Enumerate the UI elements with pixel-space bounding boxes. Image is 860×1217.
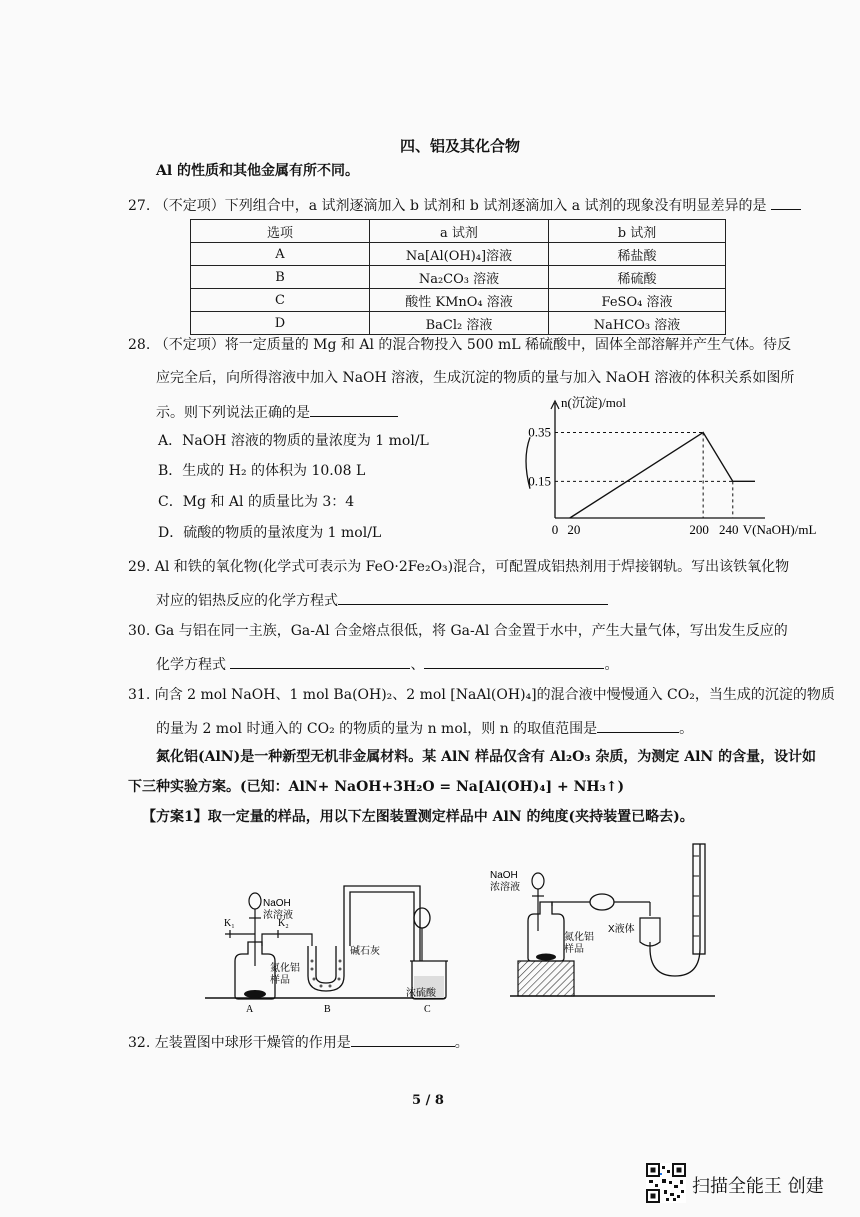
question-32 <box>128 1032 469 1052</box>
question-text: 左装置图中球形干燥管的作用是 <box>154 1035 351 1051</box>
table-cell: BaCl₂ 溶液 <box>370 312 549 335</box>
question-text-line-2: 应完全后，向所得溶液中加入 NaOH 溶液，生成沉淀的物质的量与加入 NaOH 溶液的体积关系如图所 <box>156 370 795 386</box>
question-number: 32. <box>128 1035 151 1051</box>
label-c: C <box>424 1004 431 1015</box>
y-tick-label: 0.35 <box>528 424 551 440</box>
question-30 <box>128 622 788 640</box>
answer-blank[interactable] <box>351 1032 455 1047</box>
x-axis-label: V(NaOH)/mL <box>742 522 817 537</box>
section-title: 四、铝及其化合物 <box>400 137 521 155</box>
table-row <box>191 289 726 312</box>
period: 。 <box>454 1035 469 1051</box>
option-a: A．NaOH 溶液的物质的量浓度为 1 mol/L <box>158 433 429 449</box>
answer-blank-2[interactable] <box>424 654 604 669</box>
reaction-flask <box>528 902 564 961</box>
period: 。 <box>679 721 694 737</box>
table-cell: Na₂CO₃ 溶液 <box>370 266 549 289</box>
option-d: D．硫酸的物质的量浓度为 1 mol/L <box>158 525 382 541</box>
y-axis-label: n(沉淀)/mol <box>561 395 626 410</box>
table-cell: B <box>191 266 370 289</box>
option-c: C．Mg 和 Al 的质量比为 3：4 <box>158 494 355 510</box>
label-sample-2: 样品 <box>564 944 584 955</box>
question-29 <box>128 558 789 576</box>
question-number: 30. <box>128 623 151 639</box>
question-number: 29. <box>128 559 151 575</box>
answer-blank[interactable] <box>338 590 608 605</box>
option-b: B．生成的 H₂ 的体积为 10.08 L <box>158 463 366 479</box>
table-cell: 酸性 KMnO₄ 溶液 <box>370 289 549 312</box>
label-soda-lime: 碱石灰 <box>350 946 380 957</box>
plan-1: 【方案1】取一定量的样品，用以下左图装置测定样品中 AlN 的纯度(夹持装置已略去)。 <box>142 809 694 825</box>
header-cell: 选项 <box>191 220 370 243</box>
label-naoh: NaOH <box>490 870 518 881</box>
answer-blank-1[interactable] <box>230 654 410 669</box>
drying-bulb <box>414 908 430 928</box>
options-table <box>190 219 726 335</box>
question-number: 27. <box>128 198 151 214</box>
scanner-watermark: 扫描全能王 创建 <box>692 1176 824 1197</box>
label-acid: 浓硫酸 <box>406 988 436 999</box>
question-number: 28. <box>128 337 151 353</box>
separatory-funnel <box>532 873 544 889</box>
section-intro: Al 的性质和其他金属有所不同。 <box>156 163 360 179</box>
answer-blank[interactable] <box>771 195 801 210</box>
question-27 <box>128 195 801 215</box>
period: 。 <box>604 657 619 673</box>
data-line <box>570 432 755 518</box>
table-cell: D <box>191 312 370 335</box>
question-prompt: 对应的铝热反应的化学方程式 <box>156 593 338 609</box>
table-cell: Na[Al(OH)₄]溶液 <box>370 243 549 266</box>
question-31 <box>128 686 835 704</box>
precipitate-chart <box>500 395 817 540</box>
sample-solid <box>536 954 556 961</box>
x-tick-label: 0 <box>551 522 559 537</box>
answer-blank[interactable] <box>310 402 398 417</box>
y-tick-label: 0.15 <box>528 473 551 489</box>
table-cell: FeSO₄ 溶液 <box>549 289 726 312</box>
label-sample-2: 样品 <box>270 975 290 986</box>
heating-block <box>518 961 574 996</box>
x-liquid-vessel <box>640 918 660 946</box>
question-text-line-2 <box>156 718 693 738</box>
apparatus-right <box>490 836 730 1002</box>
x-tick-label: 200 <box>689 522 709 537</box>
aln-intro-line-2: 下三种实验方案。(已知：AlN+ NaOH+3H₂O = Na[Al(OH)₄] + NH₃↑) <box>128 779 625 795</box>
label-naoh-conc: 浓溶液 <box>490 882 520 893</box>
label-naoh-conc: 浓溶液 <box>263 910 293 921</box>
label-a: A <box>246 1004 254 1015</box>
question-prompt: 化学方程式 <box>156 657 226 673</box>
label-sample-1: 氮化铝 <box>564 932 594 943</box>
question-text-line-1: Al 和铁的氧化物(化学式可表示为 FeO·2Fe₂O₃)混合，可配置成铝热剂用于焊接钢轨。写出该铁氧化物 <box>154 559 790 575</box>
label-b: B <box>324 1004 331 1015</box>
question-text-line-2 <box>156 654 618 674</box>
question-text-line-3 <box>156 402 398 422</box>
question-text-line-2 <box>156 590 608 610</box>
aln-intro-line-1: 氮化铝(AlN)是一种新型无机非金属材料。某 AlN 样品仅含有 Al₂O₃ 杂质，为测定 AlN 的含量，设计如 <box>156 749 817 765</box>
question-text: （不定项）下列组合中，a 试剂逐滴加入 b 试剂和 b 试剂逐滴加入 a 试剂的现象没有明显差异的是 <box>154 198 767 214</box>
table-row <box>191 243 726 266</box>
answer-blank[interactable] <box>597 718 679 733</box>
graduated-tube <box>693 844 705 954</box>
header-cell: b 试剂 <box>549 220 726 243</box>
question-prompt: 示。则下列说法正确的是 <box>156 405 310 421</box>
table-cell: A <box>191 243 370 266</box>
label-k2: K₂ <box>278 918 289 929</box>
x-tick-label: 240 <box>719 522 739 537</box>
x-tick-label: 20 <box>567 522 581 537</box>
apparatus-left <box>200 866 450 1016</box>
question-text-line-1: （不定项）将一定质量的 Mg 和 Al 的混合物投入 500 mL 稀硫酸中，固体全部溶解并产生气体。待反 <box>154 337 792 353</box>
label-naoh: NaOH <box>263 898 291 909</box>
question-text-line-1: Ga 与铝在同一主族，Ga-Al 合金熔点很低，将 Ga-Al 合金置于水中，产生大量气体，写出发生反应的 <box>154 623 788 639</box>
table-cell: 稀硫酸 <box>549 266 726 289</box>
label-k1: K₁ <box>224 918 235 929</box>
question-prompt: 的量为 2 mol 时通入的 CO₂ 的物质的量为 n mol，则 n 的取值范围是 <box>156 721 598 737</box>
header-cell: a 试剂 <box>370 220 549 243</box>
question-28 <box>128 336 791 354</box>
drying-tube <box>590 894 614 910</box>
table-row <box>191 312 726 335</box>
table-row <box>191 266 726 289</box>
qr-code-icon <box>646 1163 686 1203</box>
table-cell: 稀盐酸 <box>549 243 726 266</box>
table-header-row <box>191 220 726 243</box>
label-sample-1: 氮化铝 <box>270 963 300 974</box>
question-number: 31. <box>128 687 151 703</box>
separator: 、 <box>410 657 425 673</box>
separatory-funnel <box>249 893 261 909</box>
sample-solid <box>244 990 266 998</box>
table-cell: NaHCO₃ 溶液 <box>549 312 726 335</box>
page-number: 5 / 8 <box>412 1093 444 1108</box>
label-x-liquid: X液体 <box>608 924 635 935</box>
table-cell: C <box>191 289 370 312</box>
question-text-line-1: 向含 2 mol NaOH、1 mol Ba(OH)₂、2 mol [NaAl(OH)₄]的混合液中慢慢通入 CO₂，当生成的沉淀的物质 <box>154 687 835 703</box>
